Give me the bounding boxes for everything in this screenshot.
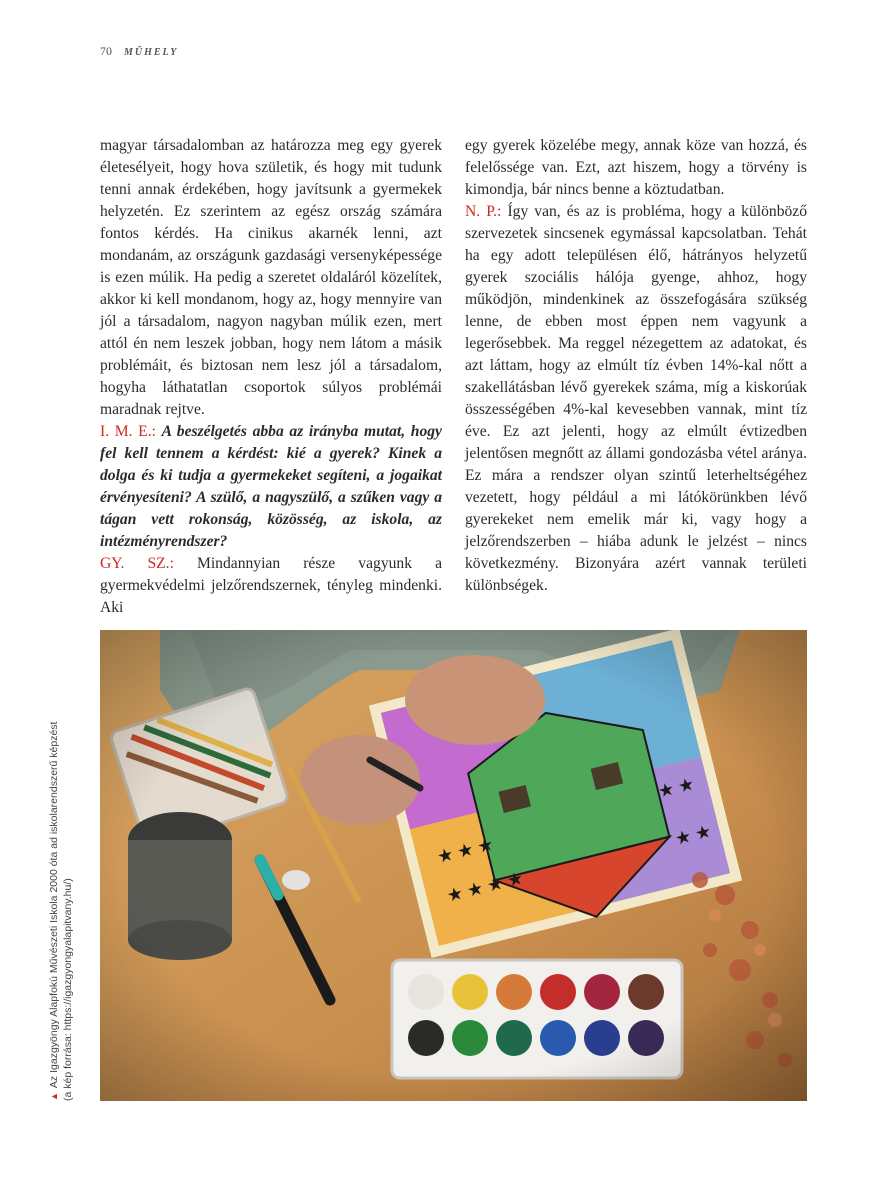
left-column	[100, 135, 442, 619]
speaker-label: GY. SZ.:	[100, 555, 174, 572]
caption-line-1: Az Igazgyöngy Alapfokú Művészeti Iskola 2000 óta ad iskolarendszerű képzést	[48, 721, 60, 1089]
running-head	[100, 44, 178, 59]
section-title: MŰHELY	[124, 47, 179, 58]
answer-text: Mindannyian része vagyunk a gyermekvédelmi jelzőrendszernek, tényleg mindenki. Aki	[100, 555, 442, 616]
page-number: 70	[100, 44, 112, 58]
speaker-label: N. P.:	[465, 203, 502, 220]
question-text: A beszélgetés abba az irányba mutat, hogy fel kell tennem a kérdést: kié a gyerek? Kinek a dolga és ki tudja a gyermekeket segíteni, a jogaikat érvényesíteni? A szülő, a nagyszülő, a szűken vagy a tágan vett rokonság, közösség, az iskola, az intézményrendszer?	[100, 423, 442, 550]
photo-caption	[47, 701, 75, 1101]
photo-illustration	[100, 630, 807, 1101]
paragraph	[100, 421, 442, 553]
right-column	[465, 135, 807, 597]
paragraph	[100, 553, 442, 619]
paragraph: egy gyerek közelébe megy, annak köze van hozzá, és felelőssége van. Ezt, azt hiszem, hogy a törvény is kimondja, bár nincs benne a köztudatban.	[465, 137, 807, 198]
paragraph: magyar társadalomban az határozza meg egy gyerek életesélyeit, hogy hova születik, és hogy mit tudunk tenni annak érdekében, hogy javítsunk a gyermekek helyzetén. Ez szerintem az egész ország számára fontos kérdés. Ha cinikus akarnék lenni, azt mondanám, az országunk gazdasági versenyképessége is ezen múlik. Ha pedig a szeretet oldaláról közelítek, akkor ki kell mondanom, hogy az, hogy mennyire van jól a társadalom, nagyon nagyban múlik ezen, mert attól én nem leszek jobban, hogy nem látom a másik problémáit, és biztosan nem lesz jól a társadalom, hogyha láthatatlan csoportok súlyos problémái maradnak rejtve.	[100, 137, 442, 418]
article-photo	[100, 630, 807, 1101]
answer-text: Így van, és az is probléma, hogy a különböző szervezetek sincsenek egymással kapcsolatban. Tehát ha egy adott településen élő, hátrányos helyzetű gyerek szociális hálója gyenge, ahhoz, hogy működjön, mindenkinek az összefogására szükség lenne, de ebben most éppen nem vagyunk a legerősebbek. Ma reggel nézegettem az adatokat, és azt láttam, hogy az elmúlt tíz évben 14%-kal nőtt a szakellátásban lévő gyerekek száma, míg a kiskorúak összességében 4%-kal kevesebben vannak, mint tíz éve. Ez azt jelenti, hogy az elmúlt évtizedben jelentősen megnőtt az állami gondozásba vétel aránya. Ez mára a rendszer olyan szintű leterheltségéhez vezetett, hogy például a mi látókörünkben lévő gyerekeket nem emelik már ki, vagy hogy a jelzőrendszerben – hiába adunk le jelzést – nincs következmény. Bizonyára azért vannak területi különbségek.	[465, 203, 808, 594]
speaker-label: I. M. E.:	[100, 423, 156, 440]
caption-line-2: (a kép forrása: https://igazgyongyalapitvany.hu/)	[62, 878, 74, 1101]
caption-marker-icon: ▲	[49, 1092, 59, 1101]
paragraph	[465, 201, 807, 597]
